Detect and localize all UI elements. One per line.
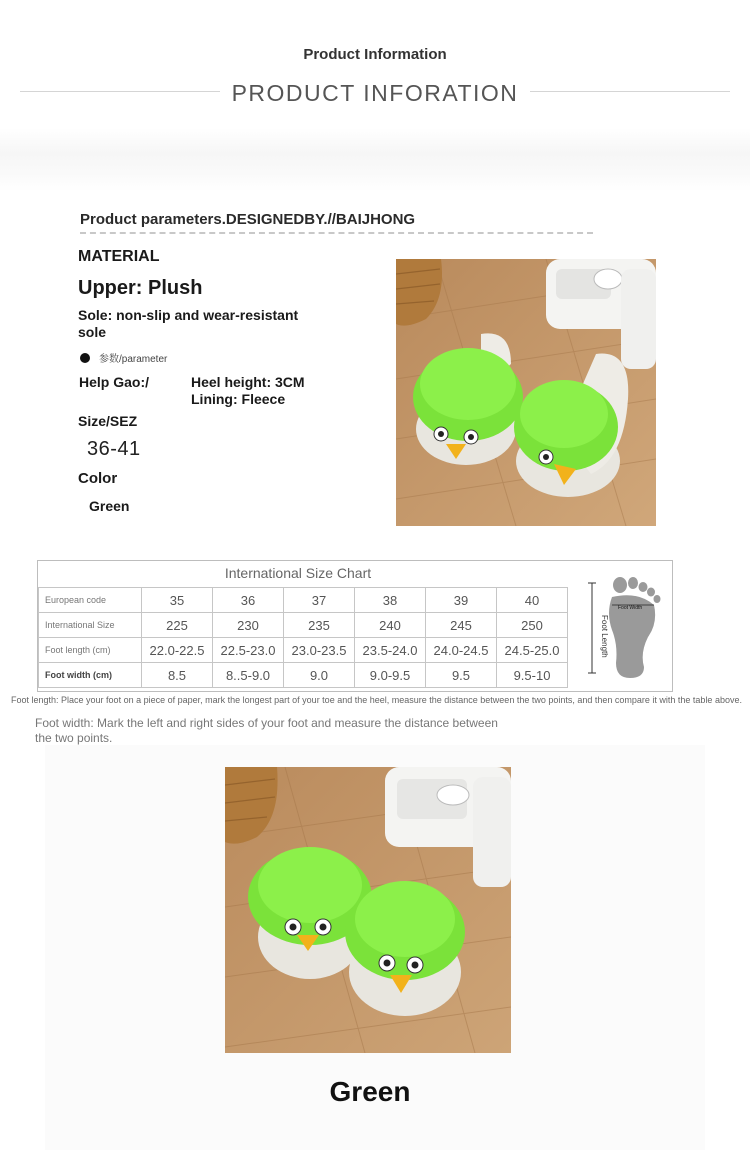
table-cell: 240 <box>355 613 426 638</box>
banner-title: PRODUCT INFORATION <box>220 80 531 106</box>
size-chart-title: International Size Chart <box>224 565 372 581</box>
foot-width-label: Foot Width <box>618 605 643 611</box>
table-cell: 250 <box>497 613 568 638</box>
slipper-illustration <box>225 767 511 1053</box>
table-cell: 22.5-23.0 <box>213 638 284 663</box>
size-chart <box>37 560 673 692</box>
table-cell: 35 <box>142 588 213 613</box>
heel-lining <box>191 374 305 408</box>
row-header: Foot width (cm) <box>39 663 142 688</box>
table-cell: 40 <box>497 588 568 613</box>
table-row <box>39 588 568 613</box>
table-cell: 36 <box>213 588 284 613</box>
material-label: MATERIAL <box>78 248 160 265</box>
table-cell: 230 <box>213 613 284 638</box>
foot-icon <box>578 575 668 680</box>
table-cell: 23.0-23.5 <box>284 638 355 663</box>
color-label: Color <box>78 470 118 487</box>
table-cell: 9.0 <box>284 663 355 688</box>
dashed-divider <box>80 232 593 234</box>
table-cell: 8.5 <box>142 663 213 688</box>
size-table <box>38 587 568 688</box>
row-header: Foot length (cm) <box>39 638 142 663</box>
parameter-tag-label: 参数/parameter <box>99 354 168 365</box>
table-cell: 9.5-10 <box>497 663 568 688</box>
table-cell: 8..5-9.0 <box>213 663 284 688</box>
product-photo-top <box>396 259 656 526</box>
foot-width-note: Foot width: Mark the left and right sides of your foot and measure the distance between the two points. <box>35 716 498 745</box>
lining: Lining: Fleece <box>191 391 286 407</box>
table-cell: 235 <box>284 613 355 638</box>
table-row <box>39 613 568 638</box>
table-cell: 38 <box>355 588 426 613</box>
params-title: Product parameters.DESIGNEDBY.//BAIJHONG <box>80 211 416 228</box>
table-row <box>39 638 568 663</box>
foot-length-note: Foot length: Place your foot on a piece of paper, mark the longest part of your toe and the heel, measure the distance between the two points, and then compare it with the table above. <box>11 695 742 705</box>
table-cell: 24.5-25.0 <box>497 638 568 663</box>
page-title: Product Information <box>303 46 447 63</box>
parameter-tag <box>80 350 167 365</box>
sole-material: Sole: non-slip and wear-resistant sole <box>78 307 299 340</box>
foot-length-label: Foot Length <box>600 615 609 658</box>
table-cell: 9.0-9.5 <box>355 663 426 688</box>
foot-diagram <box>578 575 668 680</box>
heel-height: Heel height: 3CM <box>191 374 305 390</box>
color-value: Green <box>89 498 130 514</box>
bullet-icon <box>80 353 90 363</box>
table-cell: 37 <box>284 588 355 613</box>
row-header: European code <box>39 588 142 613</box>
upper-material: Upper: Plush <box>78 277 203 299</box>
table-cell: 24.0-24.5 <box>426 638 497 663</box>
table-cell: 245 <box>426 613 497 638</box>
size-value: 36-41 <box>87 438 141 460</box>
slipper-illustration <box>396 259 656 526</box>
fade-band <box>0 128 750 192</box>
product-photo-bottom <box>225 767 511 1053</box>
table-cell: 22.0-22.5 <box>142 638 213 663</box>
table-cell: 9.5 <box>426 663 497 688</box>
table-row <box>39 663 568 688</box>
size-label: Size/SEZ <box>78 413 138 429</box>
table-cell: 23.5-24.0 <box>355 638 426 663</box>
section-banner <box>20 80 730 110</box>
table-cell: 225 <box>142 613 213 638</box>
table-cell: 39 <box>426 588 497 613</box>
color-caption: Green <box>329 1076 411 1107</box>
help-height: Help Gao:/ <box>79 374 150 390</box>
row-header: International Size <box>39 613 142 638</box>
